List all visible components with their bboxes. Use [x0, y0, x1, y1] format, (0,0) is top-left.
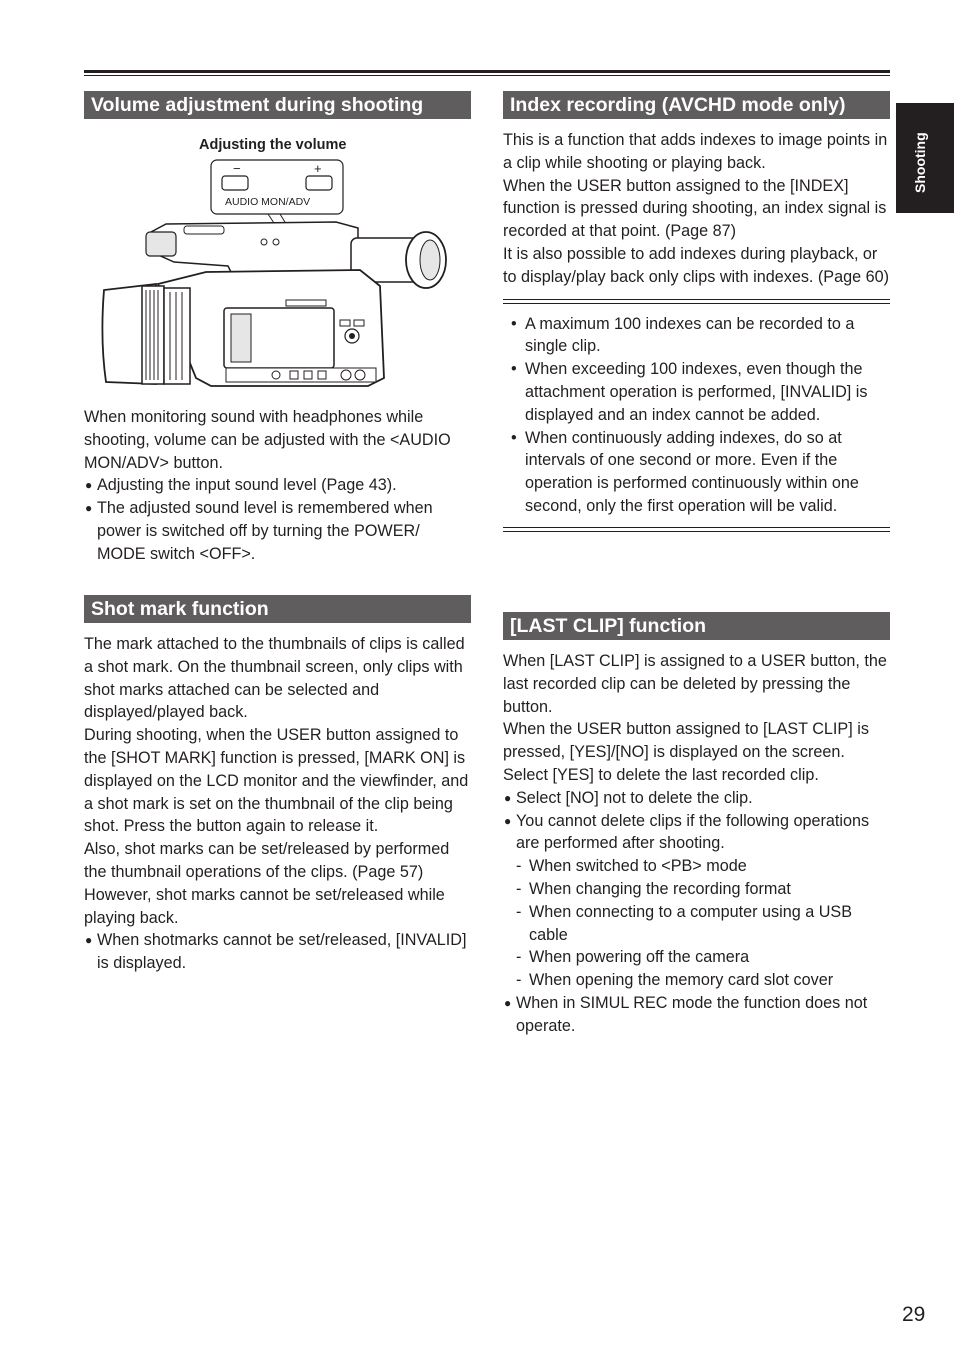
index-paragraph: This is a function that adds indexes to image points in a clip while shooting or playing back. [503, 131, 888, 172]
list-item: • A maximum 100 indexes can be recorded to a single clip. [511, 314, 855, 356]
audio-mon-adv-label: AUDIO MON/ADV [225, 196, 311, 208]
index-section [503, 91, 890, 532]
minus-sign: − [233, 161, 241, 176]
figure-caption: Adjusting the volume [199, 137, 347, 153]
list-item: - When switched to <PB> mode [516, 857, 747, 876]
list-item: ● Adjusting the input sound level (Page 43). [85, 476, 397, 495]
top-rule-thin [84, 75, 890, 76]
list-item: ● When shotmarks cannot be set/released, [INVALID] is displayed. [85, 931, 467, 973]
list-item: - When connecting to a computer using a USB cable [516, 902, 853, 944]
list-item: - When opening the memory card slot cover [516, 971, 834, 990]
list-item: ● The adjusted sound level is remembered when power is switched off by turning the POWER/ MODE switch <OFF>. [85, 499, 433, 563]
list-item: ● You cannot delete clips if the following operations are performed after shooting. [504, 811, 870, 853]
list-item: • When continuously adding indexes, do so at intervals of one second or more. Even if the operation is performed continuously within one second, only the first operation will be valid. [511, 428, 859, 515]
shot-mark-paragraph: However, shot marks cannot be set/released while playing back. [84, 885, 445, 927]
index-paragraph: When the USER button assigned to the [INDEX] function is pressed during shooting, an index signal is recorded at that point. (Page 87) [503, 176, 887, 241]
top-rule [84, 70, 890, 73]
volume-up-button [306, 176, 332, 190]
volume-down-button [222, 176, 248, 190]
volume-body [84, 406, 471, 566]
shot-mark-paragraph: Also, shot marks can be set/released by performed the thumbnail operations of the clips. (Page 57) [84, 840, 450, 881]
page-number: 29 [902, 1303, 926, 1326]
index-heading: Index recording (AVCHD mode only) [503, 91, 890, 119]
last-clip-paragraph: When the USER button assigned to [LAST CLIP] is pressed, [YES]/[NO] is displayed on the screen. Select [YES] to delete the last recorded clip. [503, 720, 869, 784]
volume-heading: Volume adjustment during shooting [84, 91, 471, 119]
shot-mark-paragraph: The mark attached to the thumbnails of clips is called a shot mark. On the thumbnail screen, only clips with shot marks attached can be selected and displayed/played back. [84, 635, 465, 722]
shot-mark-section [84, 595, 471, 975]
index-paragraph: It is also possible to add indexes during playback, or to display/play back only clips with indexes. (Page 60) [503, 244, 890, 286]
note-rule-bottom [503, 527, 890, 532]
shot-mark-paragraph: During shooting, when the USER button assigned to the [SHOT MARK] function is pressed, [MARK ON] is displayed on the LCD monitor and the viewfinder, and a shot mark is set on the thumbnail of the clip being shot. Press the button again to release it. [84, 726, 469, 836]
last-clip-section [503, 612, 890, 1038]
list-item: ● When in SIMUL REC mode the function does not operate. [504, 993, 868, 1035]
section-tab [896, 103, 954, 213]
last-clip-paragraph: When [LAST CLIP] is assigned to a USER button, the last recorded clip can be deleted by pressing the button. [503, 652, 887, 716]
list-item: • When exceeding 100 indexes, even though the attachment operation is performed, [INVALID] is displayed and an index cannot be added. [511, 360, 868, 424]
volume-paragraph: When monitoring sound with headphones while shooting, volume can be adjusted with the <AUDIO MON/ADV> button. [84, 408, 451, 472]
camcorder-illustration [96, 158, 456, 390]
last-clip-heading: [LAST CLIP] function [503, 612, 890, 640]
list-item: ● Select [NO] not to delete the clip. [504, 788, 753, 807]
section-tab-label: Shooting [912, 132, 928, 193]
list-item: - When powering off the camera [516, 948, 750, 967]
left-column [84, 91, 471, 119]
shot-mark-heading: Shot mark function [84, 595, 471, 623]
list-item: - When changing the recording format [516, 879, 791, 898]
plus-sign: + [314, 161, 322, 176]
